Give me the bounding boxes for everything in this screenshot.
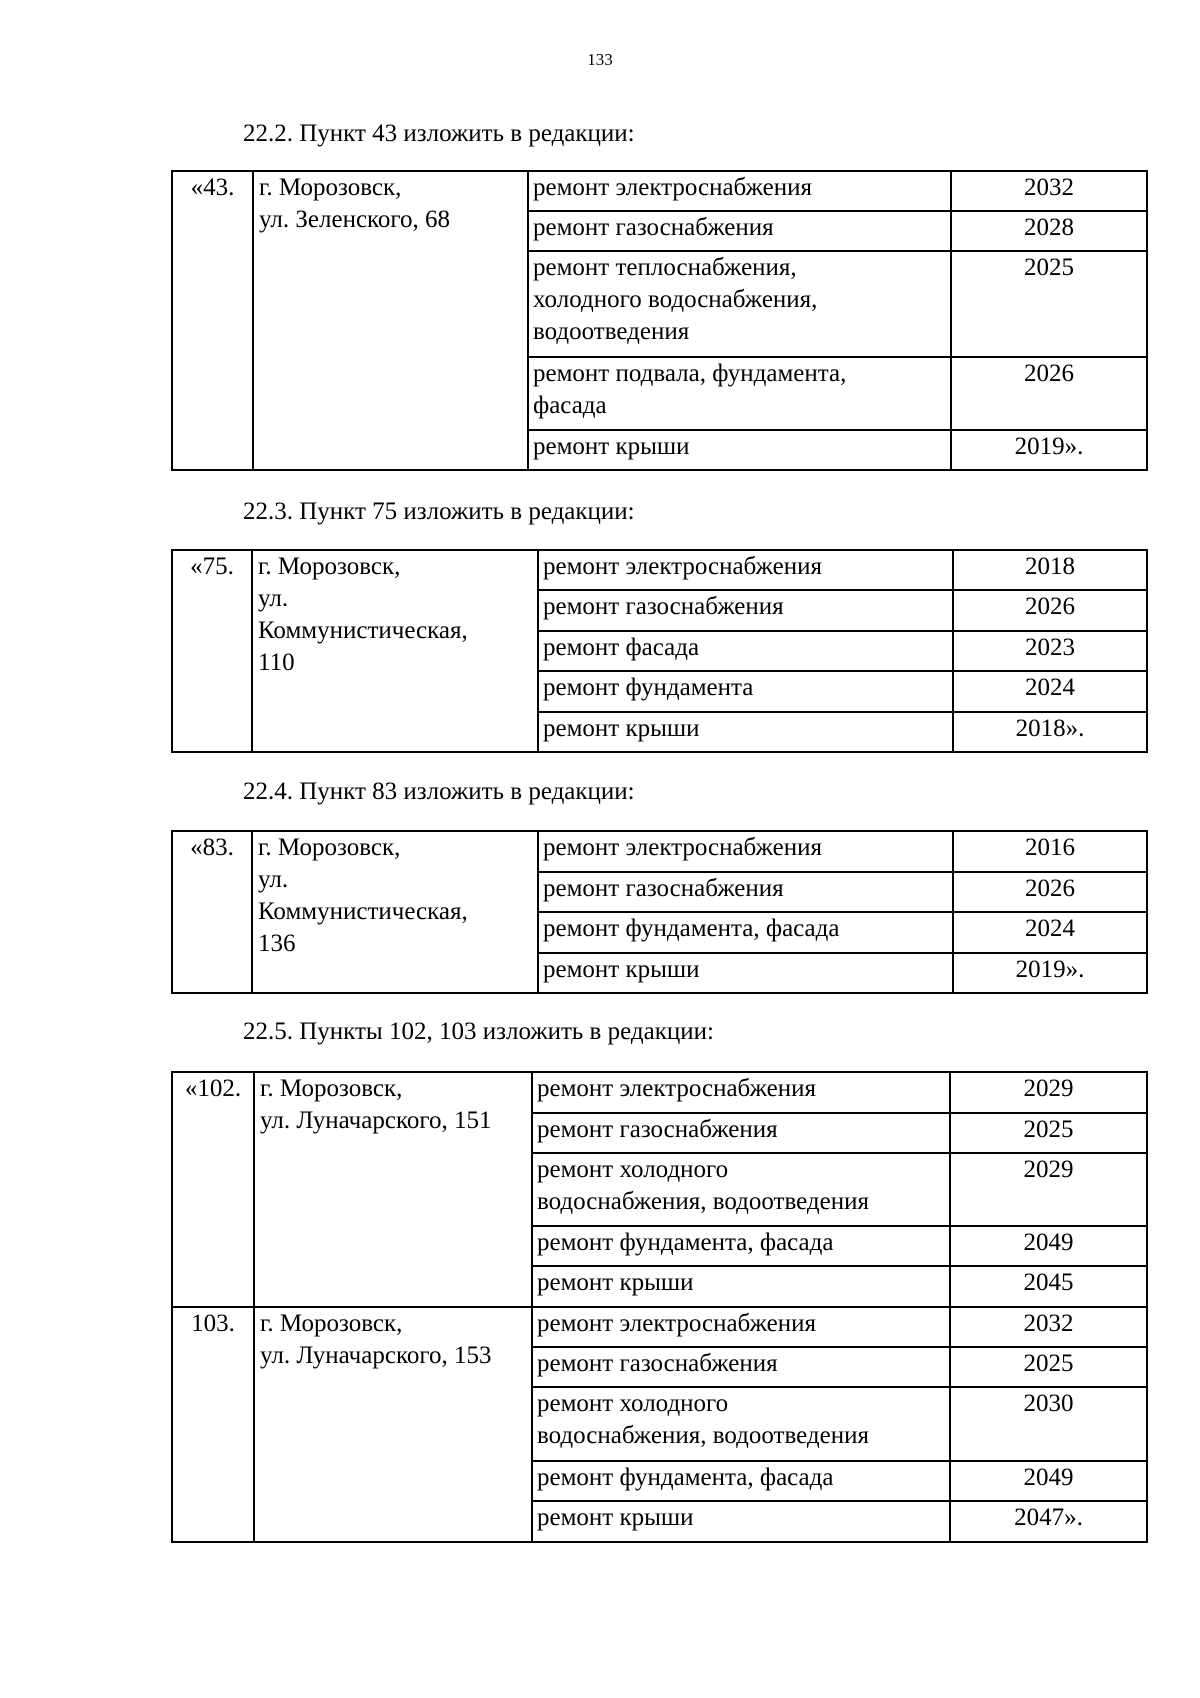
- item-address: г. Морозовск, ул. Луначарского, 151: [254, 1072, 532, 1307]
- work-type: ремонт фундамента, фасада: [538, 912, 953, 953]
- work-year: 2030: [950, 1387, 1147, 1461]
- work-type: ремонт теплоснабжения, холодного водоснабжения, водоотведения: [528, 251, 951, 357]
- item-number: 103.: [172, 1307, 254, 1542]
- item-number: «75.: [172, 550, 252, 752]
- item-address: г. Морозовск, ул. Зеленского, 68: [253, 171, 528, 470]
- work-type: ремонт крыши: [538, 953, 953, 993]
- work-year: 2016: [953, 831, 1147, 872]
- item-address: г. Морозовск, ул. Луначарского, 153: [254, 1307, 532, 1542]
- work-type: ремонт газоснабжения: [528, 211, 951, 251]
- work-year: 2029: [950, 1072, 1147, 1113]
- work-type: ремонт фасада: [538, 631, 953, 671]
- page-number: 133: [587, 50, 613, 69]
- work-type: ремонт электроснабжения: [532, 1072, 950, 1113]
- work-year: 2025: [950, 1113, 1147, 1153]
- work-year: 2029: [950, 1153, 1147, 1226]
- work-year: 2047».: [950, 1501, 1147, 1542]
- work-year: 2019».: [951, 430, 1147, 470]
- work-type: ремонт крыши: [532, 1501, 950, 1542]
- table-items-102-103: [171, 1071, 1148, 1543]
- work-year: 2045: [950, 1266, 1147, 1307]
- work-type: ремонт электроснабжения: [538, 550, 953, 590]
- work-year: 2026: [953, 872, 1147, 912]
- work-year: 2049: [950, 1461, 1147, 1501]
- work-type: ремонт фундамента: [538, 671, 953, 712]
- work-type: ремонт газоснабжения: [532, 1347, 950, 1387]
- work-type: ремонт газоснабжения: [532, 1113, 950, 1153]
- item-number: «102.: [172, 1072, 254, 1307]
- item-address: г. Морозовск, ул. Коммунистическая, 110: [252, 550, 538, 752]
- item-number: «43.: [172, 171, 253, 470]
- work-year: 2025: [951, 251, 1147, 357]
- table-item-43: [171, 170, 1148, 471]
- work-type: ремонт электроснабжения: [538, 831, 953, 872]
- work-type: ремонт крыши: [532, 1266, 950, 1307]
- table-row: [172, 831, 1147, 872]
- work-type: ремонт фундамента, фасада: [532, 1461, 950, 1501]
- item-number: «83.: [172, 831, 252, 993]
- work-year: 2049: [950, 1226, 1147, 1266]
- work-type: ремонт фундамента, фасада: [532, 1226, 950, 1266]
- section-heading-22-3: 22.3. Пункт 75 изложить в редакции:: [243, 498, 635, 525]
- work-year: 2024: [953, 671, 1147, 712]
- work-type: ремонт крыши: [538, 712, 953, 752]
- work-year: 2018».: [953, 712, 1147, 752]
- section-heading-22-4: 22.4. Пункт 83 изложить в редакции:: [243, 778, 635, 805]
- work-year: 2018: [953, 550, 1147, 590]
- table-row: [172, 550, 1147, 590]
- work-type: ремонт газоснабжения: [538, 872, 953, 912]
- section-heading-22-5: 22.5. Пункты 102, 103 изложить в редакции:: [243, 1018, 714, 1045]
- table-item-75: [171, 549, 1148, 753]
- table-row: [172, 1307, 1147, 1347]
- work-year: 2032: [950, 1307, 1147, 1347]
- work-type: ремонт крыши: [528, 430, 951, 470]
- item-address: г. Морозовск, ул. Коммунистическая, 136: [252, 831, 538, 993]
- work-year: 2019».: [953, 953, 1147, 993]
- work-type: ремонт подвала, фундамента, фасада: [528, 357, 951, 430]
- table-row: [172, 1072, 1147, 1113]
- work-type: ремонт холодного водоснабжения, водоотведения: [532, 1387, 950, 1461]
- work-year: 2026: [953, 590, 1147, 631]
- table-item-83: [171, 830, 1148, 994]
- work-year: 2024: [953, 912, 1147, 953]
- work-year: 2023: [953, 631, 1147, 671]
- work-year: 2026: [951, 357, 1147, 430]
- work-year: 2032: [951, 171, 1147, 211]
- table-row: [172, 171, 1147, 211]
- work-year: 2025: [950, 1347, 1147, 1387]
- work-year: 2028: [951, 211, 1147, 251]
- work-type: ремонт газоснабжения: [538, 590, 953, 631]
- section-heading-22-2: 22.2. Пункт 43 изложить в редакции:: [243, 120, 635, 147]
- work-type: ремонт электроснабжения: [528, 171, 951, 211]
- work-type: ремонт электроснабжения: [532, 1307, 950, 1347]
- work-type: ремонт холодного водоснабжения, водоотведения: [532, 1153, 950, 1226]
